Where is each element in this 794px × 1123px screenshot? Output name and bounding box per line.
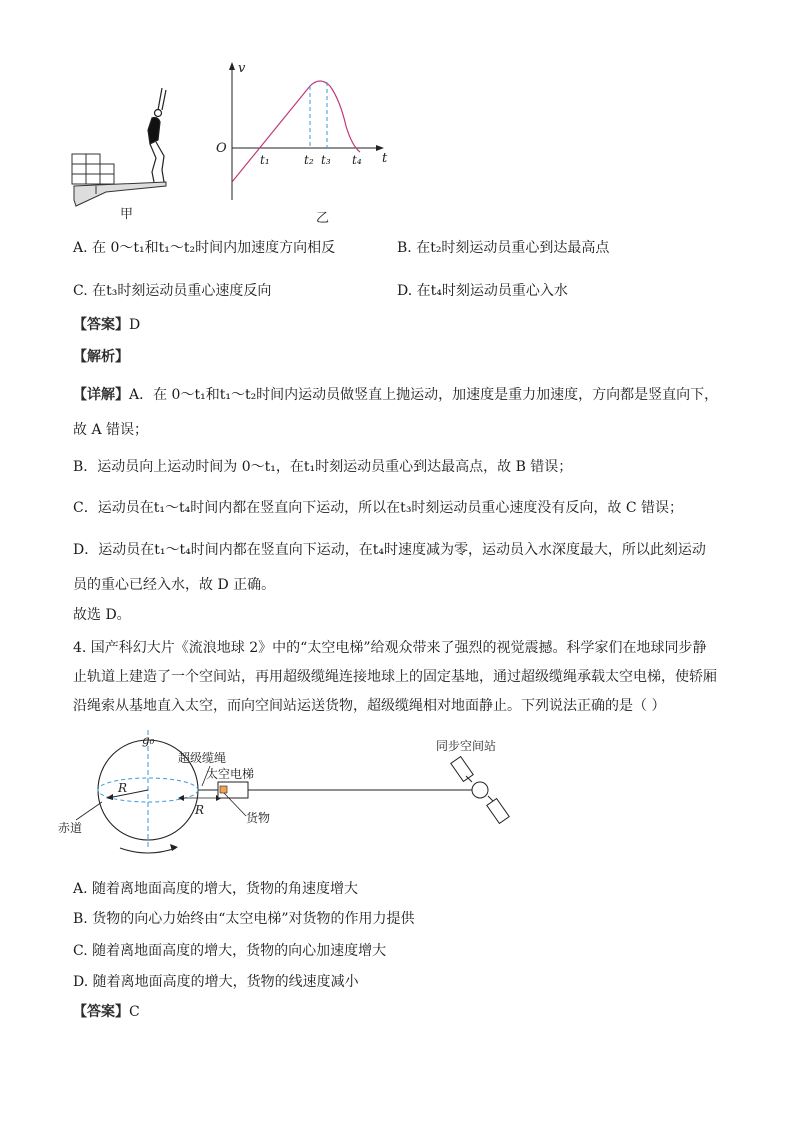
figure-label-jia: 甲 — [120, 207, 134, 222]
q4-stem-line-1: 4. 国产科幻大片《流浪地球 2》中的“太空电梯”给观众带来了强烈的视觉震撼。科学家们在地球同步静 — [73, 640, 707, 656]
detail-label: 【详解】 — [73, 387, 129, 403]
figure-label-yi: 乙 — [316, 211, 330, 226]
figure-jia-diver — [66, 82, 178, 222]
detail-text-1: A．在 0～t₁和t₁～t₂时间内运动员做竖直上抛运动，加速度是重力加速度，方向都是竖直向下， — [129, 387, 719, 403]
station-label: 同步空间站 — [436, 739, 497, 753]
q4-option-d[interactable]: D. 随着离地面高度的增大，货物的线速度减小 — [73, 974, 359, 990]
v-axis-label: v — [238, 61, 246, 76]
q4-stem-line-3: 沿绳索从基地直入太空，而向空间站运送货物，超级缆绳相对地面静止。下列说法正确的是（ ） — [73, 698, 666, 714]
q3-option-b[interactable]: B. 在t₂时刻运动员重心到达最高点 — [397, 240, 610, 256]
q4-answer — [73, 1002, 140, 1022]
velocity-curve — [232, 81, 360, 182]
figure-yi-vt-graph — [200, 60, 400, 228]
q4-option-b[interactable]: B. 货物的向心力始终由“太空电梯”对货物的作用力提供 — [73, 911, 415, 927]
v-axis-arrow — [229, 62, 235, 70]
figure-space-elevator — [60, 730, 530, 858]
q3-detail-line-2: 故 A 错误； — [73, 422, 149, 438]
q3-detail-line-4: C．运动员在t₁～t₄时间内都在竖直向下运动，所以在t₃时刻运动员重心速度没有反向，故 C 错误； — [73, 500, 684, 516]
rotation-arrow — [120, 848, 176, 853]
q3-detail-line-1 — [73, 385, 718, 405]
q3-conclusion: 故选 D。 — [73, 607, 131, 623]
answer-label: 【答案】 — [73, 317, 129, 333]
tick-label-t1: t₁ — [260, 153, 270, 167]
q4-stem-line-2: 止轨道上建造了一个空间站，再用超级缆绳连接地球上的固定基地，通过超级缆绳承载太空电梯，使轿厢 — [73, 669, 717, 685]
q4-option-a[interactable]: A. 随着离地面高度的增大，货物的角速度增大 — [73, 881, 359, 897]
q3-option-d[interactable]: D. 在t₄时刻运动员重心入水 — [397, 283, 568, 299]
elevator-label: 太空电梯 — [206, 767, 255, 781]
q3-detail-line-5: D．运动员在t₁～t₄时间内都在竖直向下运动，在t₄时速度减为零，运动员入水深度最大，所以此刻运动 — [73, 542, 706, 558]
answer-value: D — [129, 317, 141, 333]
tick-label-t4: t₄ — [352, 153, 362, 167]
cargo-label: 货物 — [246, 811, 271, 825]
q3-detail-line-3: B．运动员向上运动时间为 0～t₁，在t₁时刻运动员重心到达最高点，故 B 错误； — [73, 459, 573, 475]
diver-figure — [148, 88, 166, 182]
g0-label: g₀ — [142, 733, 155, 747]
q3-option-a[interactable]: A. 在 0～t₁和t₁～t₂时间内加速度方向相反 — [73, 240, 336, 256]
tick-label-t3: t₃ — [321, 153, 331, 167]
cargo-box — [220, 786, 227, 793]
cable-label: 超级缆绳 — [178, 751, 227, 765]
tick-label-t2: t₂ — [304, 153, 314, 167]
stacked-blocks — [72, 154, 114, 184]
q3-analysis-label: 【解析】 — [73, 349, 129, 365]
q3-answer — [73, 315, 140, 335]
height-r-label: R — [195, 803, 205, 817]
radius-line — [108, 790, 148, 798]
earth-radius-label: R — [118, 781, 128, 795]
answer-value: C — [129, 1004, 140, 1020]
r-dim-arrow-left — [178, 795, 184, 801]
t-axis-label: t — [382, 151, 388, 166]
q3-option-c[interactable]: C. 在t₃时刻运动员重心速度反向 — [73, 283, 272, 299]
origin-label: O — [216, 141, 227, 156]
answer-label: 【答案】 — [73, 1004, 129, 1020]
equator-leader — [76, 802, 102, 820]
equator-label: 赤道 — [58, 821, 83, 835]
q3-detail-line-6: 员的重心已经入水，故 D 正确。 — [73, 577, 276, 593]
springboard — [74, 182, 166, 206]
q4-option-c[interactable]: C. 随着离地面高度的增大，货物的向心加速度增大 — [73, 943, 387, 959]
